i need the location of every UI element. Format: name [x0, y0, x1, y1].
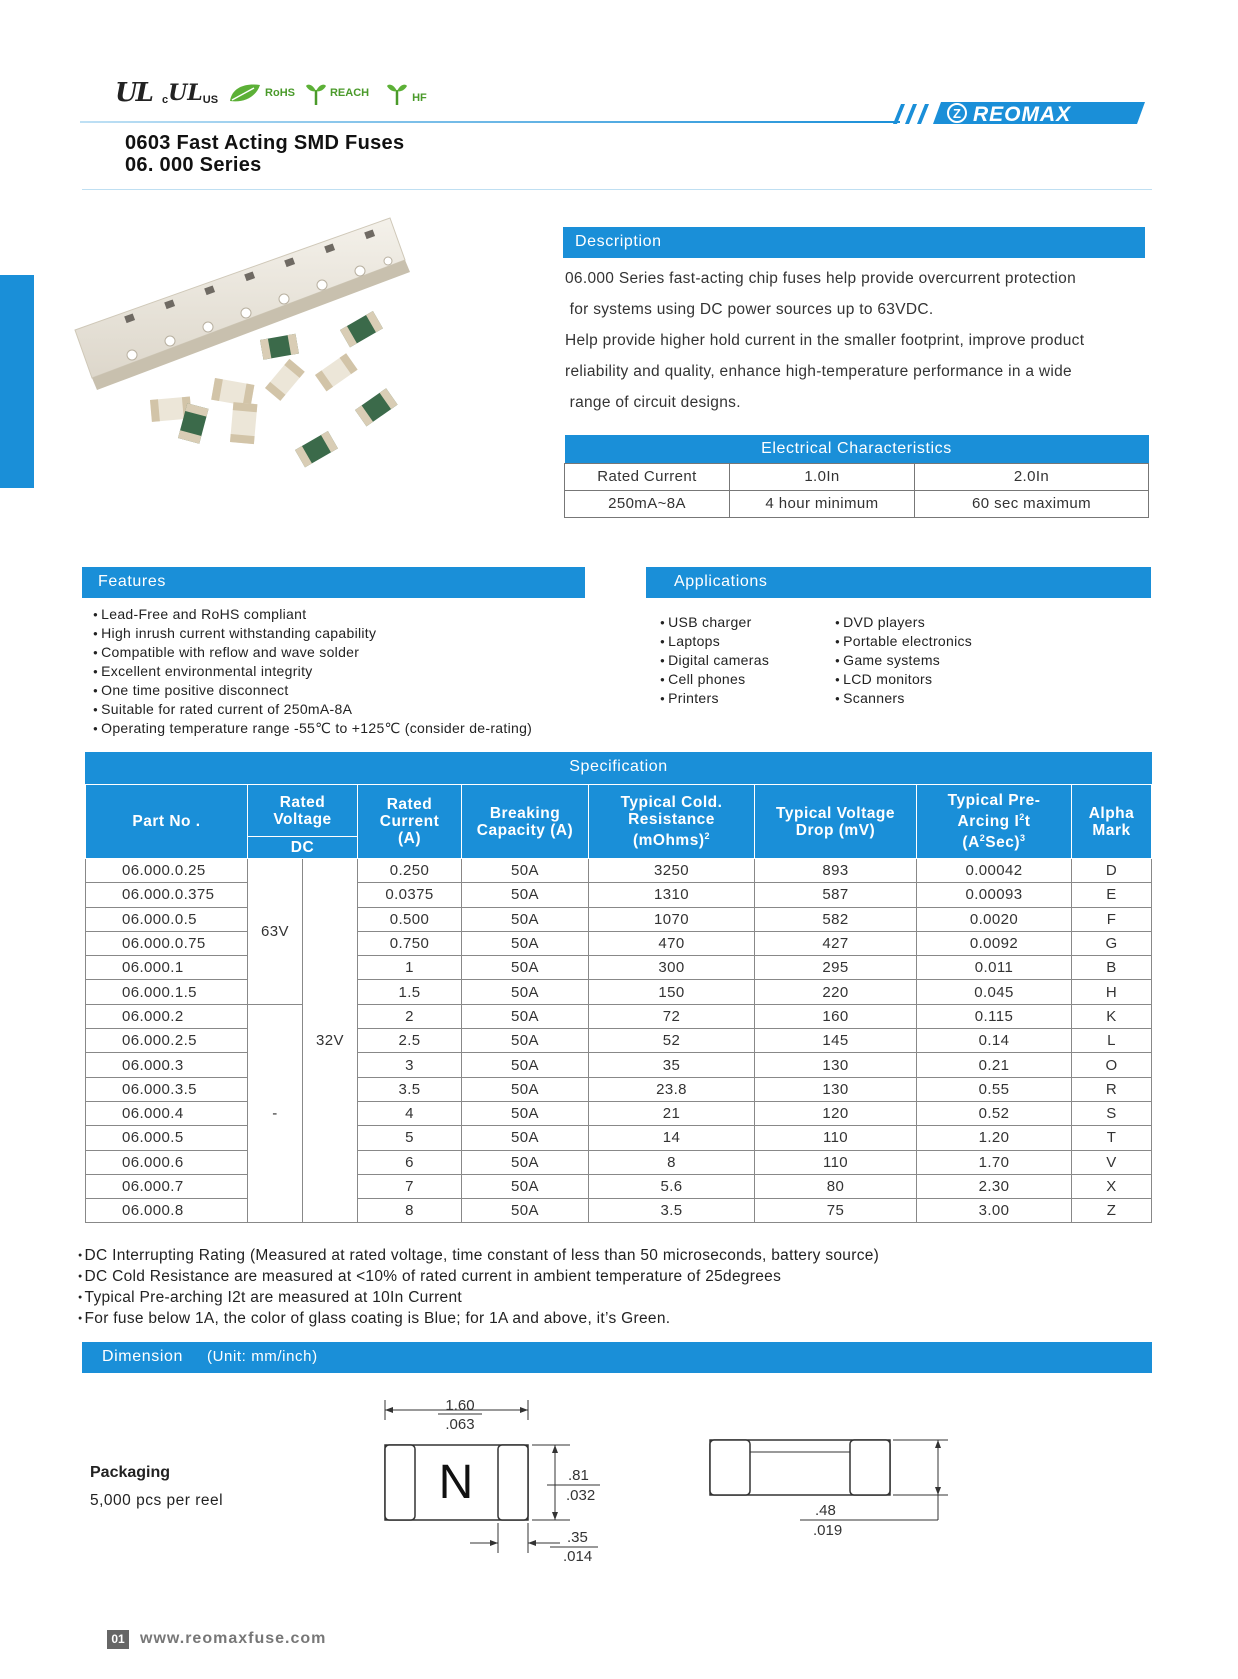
- notes-list: [78, 1245, 879, 1329]
- table-row: [86, 1199, 1152, 1223]
- spec-cell: 50A: [462, 1199, 589, 1223]
- spec-cell: 295: [755, 956, 917, 980]
- spec-cell: 50A: [462, 1029, 589, 1053]
- spec-cell: 50A: [462, 1077, 589, 1101]
- reach-logo: REACH: [305, 80, 369, 106]
- features-list: [93, 605, 532, 738]
- spec-cell: 1.70: [917, 1150, 1072, 1174]
- list-item: ● Excellent environmental integrity: [93, 662, 532, 681]
- spec-cell: 1070: [589, 907, 755, 931]
- spec-cell: 1.20: [917, 1126, 1072, 1150]
- rohs-logo: RoHS: [228, 81, 295, 105]
- col-pre-arcing: Typical Pre- Arcing $I^2t$ $(A^2Sec)^3$: [917, 785, 1072, 859]
- part-number-cell: 06.000.0.75: [86, 931, 248, 955]
- sprout-icon: [385, 80, 409, 106]
- spec-cell: 21: [589, 1101, 755, 1125]
- table-row: [86, 1053, 1152, 1077]
- packaging-value: 5,000 pcs per reel: [90, 1492, 224, 1509]
- table-row: [86, 907, 1152, 931]
- spec-cell: 0.750: [358, 931, 462, 955]
- part-number-cell: 06.000.0.25: [86, 859, 248, 883]
- list-item: ● High inrush current withstanding capability: [93, 624, 532, 643]
- spec-cell: 427: [755, 931, 917, 955]
- spec-cell: 75: [755, 1199, 917, 1223]
- spec-cell: 8: [589, 1150, 755, 1174]
- spec-cell: 0.250: [358, 859, 462, 883]
- spec-cell: 0.00093: [917, 883, 1072, 907]
- col-breaking-capacity: Breaking Capacity (A): [462, 785, 589, 859]
- list-item: ● Operating temperature range -55℃ to +125℃ (consider de-rating): [93, 719, 532, 738]
- part-number-cell: 06.000.2.5: [86, 1029, 248, 1053]
- spec-cell: 35: [589, 1053, 755, 1077]
- spec-cell: 2.5: [358, 1029, 462, 1053]
- table-row: [86, 1077, 1152, 1101]
- spec-cell: 587: [755, 883, 917, 907]
- spec-cell: 120: [755, 1101, 917, 1125]
- page-number: 01: [107, 1630, 129, 1649]
- col-rated-voltage: Rated Voltage: [248, 785, 358, 837]
- spec-cell: 5.6: [589, 1174, 755, 1198]
- spec-cell: 50A: [462, 980, 589, 1004]
- voltage-63-cell: 63V: [248, 859, 303, 1005]
- applications-list-1: [660, 613, 769, 708]
- spec-cell: F: [1072, 907, 1152, 931]
- spec-cell: 2.30: [917, 1174, 1072, 1198]
- spec-cell: T: [1072, 1126, 1152, 1150]
- spec-cell: 893: [755, 859, 917, 883]
- spec-cell: 0.011: [917, 956, 1072, 980]
- spec-cell: 50A: [462, 1174, 589, 1198]
- spec-cell: 0.045: [917, 980, 1072, 1004]
- spec-cell: B: [1072, 956, 1152, 980]
- list-item: ● Typical Pre-arching I2t are measured at 10In Current: [78, 1287, 879, 1308]
- spec-cell: 6: [358, 1150, 462, 1174]
- brand-name: REOMAX: [973, 103, 1072, 126]
- length-mm: 1.60: [445, 1397, 475, 1414]
- table-row: [86, 1004, 1152, 1028]
- side-view-drawing: [705, 1430, 960, 1550]
- specification-section: [85, 752, 1152, 1223]
- spec-cell: 0.500: [358, 907, 462, 931]
- part-number-cell: 06.000.1: [86, 956, 248, 980]
- spec-cell: 470: [589, 931, 755, 955]
- spec-cell: 300: [589, 956, 755, 980]
- table-row: [86, 1150, 1152, 1174]
- spec-cell: 50A: [462, 931, 589, 955]
- voltage-dash-cell: -: [248, 1004, 303, 1223]
- spec-cell: 0.115: [917, 1004, 1072, 1028]
- col-cold-resistance: Typical Cold. Resistance (mOhms)$^2$: [589, 785, 755, 859]
- spec-cell: V: [1072, 1150, 1152, 1174]
- height-in: .019: [813, 1522, 843, 1539]
- packaging-title: Packaging: [90, 1464, 171, 1481]
- spec-cell: D: [1072, 859, 1152, 883]
- spec-cell: 14: [589, 1126, 755, 1150]
- spec-cell: 23.8: [589, 1077, 755, 1101]
- list-item: ● Digital cameras: [660, 651, 769, 670]
- list-item: ● Compatible with reflow and wave solder: [93, 643, 532, 662]
- spec-cell: 0.55: [917, 1077, 1072, 1101]
- spec-cell: 80: [755, 1174, 917, 1198]
- svg-text:Z: Z: [953, 106, 961, 121]
- table-row: [86, 1029, 1152, 1053]
- part-number-cell: 06.000.2: [86, 1004, 248, 1028]
- electrical-heading: Electrical Characteristics: [565, 435, 1149, 463]
- product-photo: [70, 210, 520, 500]
- spec-cell: R: [1072, 1077, 1152, 1101]
- list-item: ● DC Cold Resistance are measured at <10% of rated current in ambient temperature of 25degrees: [78, 1266, 879, 1287]
- list-item: ● Scanners: [835, 689, 972, 708]
- specification-heading: Specification: [85, 752, 1152, 784]
- spec-cell: 3.5: [358, 1077, 462, 1101]
- height-mm: .48: [815, 1502, 836, 1519]
- col-voltage-drop: Typical Voltage Drop (mV): [755, 785, 917, 859]
- list-item: ● One time positive disconnect: [93, 681, 532, 700]
- dimension-heading: Dimension (Unit: mm/inch): [82, 1342, 1152, 1373]
- certification-logos: [115, 73, 427, 113]
- voltage-32-cell: 32V: [303, 859, 358, 1223]
- ul-logo: UL: [115, 78, 152, 108]
- top-view-drawing: [370, 1395, 620, 1570]
- part-number-cell: 06.000.5: [86, 1126, 248, 1150]
- spec-cell: 150: [589, 980, 755, 1004]
- spec-cell: 50A: [462, 1126, 589, 1150]
- description-text: 06.000 Series fast-acting chip fuses help provide overcurrent protection for systems using DC power sources up to 63VDC. Help provide higher hold current in the smaller footprint, improve product reliability and quality, enhance high-temperature performance in a wide range of circuit designs.: [565, 270, 1085, 411]
- side-tab: [0, 275, 34, 488]
- spec-cell: 50A: [462, 859, 589, 883]
- spec-cell: 50A: [462, 1150, 589, 1174]
- width-in: .032: [566, 1487, 596, 1504]
- list-item: ● Cell phones: [660, 670, 769, 689]
- table-row: [86, 1101, 1152, 1125]
- specification-body: [86, 859, 1152, 1223]
- table-row: [86, 1174, 1152, 1198]
- part-number-cell: 06.000.4: [86, 1101, 248, 1125]
- part-number-cell: 06.000.7: [86, 1174, 248, 1198]
- spec-cell: 72: [589, 1004, 755, 1028]
- specification-table: [85, 784, 1152, 1223]
- list-item: ● Printers: [660, 689, 769, 708]
- spec-cell: 52: [589, 1029, 755, 1053]
- website-link[interactable]: www.reomaxfuse.com: [140, 1630, 327, 1647]
- spec-cell: 50A: [462, 1053, 589, 1077]
- part-number-cell: 06.000.0.375: [86, 883, 248, 907]
- spec-cell: 3.00: [917, 1199, 1072, 1223]
- list-item: ● Lead-Free and RoHS compliant: [93, 605, 532, 624]
- list-item: ● LCD monitors: [835, 670, 972, 689]
- spec-cell: L: [1072, 1029, 1152, 1053]
- terminal-in: .014: [563, 1548, 593, 1565]
- list-item: ● Laptops: [660, 632, 769, 651]
- length-in: .063: [445, 1416, 475, 1433]
- spec-cell: 1310: [589, 883, 755, 907]
- table-row: [86, 1126, 1152, 1150]
- spec-cell: 0.52: [917, 1101, 1072, 1125]
- spec-cell: 5: [358, 1126, 462, 1150]
- part-number-cell: 06.000.3.5: [86, 1077, 248, 1101]
- spec-cell: 2: [358, 1004, 462, 1028]
- list-item: ● For fuse below 1A, the color of glass coating is Blue; for 1A and above, it’s Green.: [78, 1308, 879, 1329]
- spec-cell: 582: [755, 907, 917, 931]
- spec-cell: H: [1072, 980, 1152, 1004]
- leaf-icon: [228, 81, 262, 105]
- cul-logo: c UL US: [161, 80, 219, 106]
- electrical-characteristics-table: [564, 435, 1149, 518]
- hf-logo: HF: [385, 80, 427, 106]
- table-row: [86, 980, 1152, 1004]
- part-number-cell: 06.000.0.5: [86, 907, 248, 931]
- part-number-cell: 06.000.3: [86, 1053, 248, 1077]
- spec-cell: S: [1072, 1101, 1152, 1125]
- dimension-unit: (Unit: mm/inch): [207, 1348, 318, 1365]
- spec-cell: 50A: [462, 907, 589, 931]
- title-divider: [82, 189, 1152, 190]
- col-part-no: Part No .: [86, 785, 248, 859]
- applications-heading: Applications: [646, 567, 1151, 598]
- spec-cell: O: [1072, 1053, 1152, 1077]
- terminal-mm: .35: [567, 1529, 588, 1546]
- spec-cell: 160: [755, 1004, 917, 1028]
- spec-cell: K: [1072, 1004, 1152, 1028]
- col-dc: DC: [248, 837, 358, 859]
- spec-cell: G: [1072, 931, 1152, 955]
- table-row: [86, 883, 1152, 907]
- description-heading: Description: [563, 227, 1145, 258]
- spec-cell: 50A: [462, 883, 589, 907]
- spec-cell: E: [1072, 883, 1152, 907]
- spec-cell: 130: [755, 1077, 917, 1101]
- spec-cell: 4: [358, 1101, 462, 1125]
- list-item: ● Game systems: [835, 651, 972, 670]
- part-number-cell: 06.000.1.5: [86, 980, 248, 1004]
- table-row: [86, 859, 1152, 883]
- list-item: ● DC Interrupting Rating (Measured at rated voltage, time constant of less than 50 microseconds, battery source): [78, 1245, 879, 1266]
- spec-cell: 1.5: [358, 980, 462, 1004]
- spec-cell: 3: [358, 1053, 462, 1077]
- col-alpha-mark: Alpha Mark: [1072, 785, 1152, 859]
- spec-cell: 50A: [462, 1101, 589, 1125]
- spec-cell: X: [1072, 1174, 1152, 1198]
- list-item: ● Suitable for rated current of 250mA-8A: [93, 700, 532, 719]
- marking-letter: N: [438, 1456, 474, 1509]
- table-row: 250mA~8A 4 hour minimum 60 sec maximum: [565, 490, 1149, 517]
- spec-cell: 0.0092: [917, 931, 1072, 955]
- brand-line: [80, 121, 900, 123]
- spec-cell: 110: [755, 1126, 917, 1150]
- table-row: Rated Current 1.0In 2.0In: [565, 463, 1149, 490]
- spec-cell: 110: [755, 1150, 917, 1174]
- list-item: ● DVD players: [835, 613, 972, 632]
- spec-cell: 1: [358, 956, 462, 980]
- spec-cell: 0.21: [917, 1053, 1072, 1077]
- table-row: [86, 956, 1152, 980]
- page-title: 0603 Fast Acting SMD Fuses 06. 000 Series: [125, 132, 405, 176]
- sprout-icon: [305, 80, 327, 106]
- part-number-cell: 06.000.6: [86, 1150, 248, 1174]
- spec-cell: 0.0375: [358, 883, 462, 907]
- part-number-cell: 06.000.8: [86, 1199, 248, 1223]
- col-rated-current: Rated Current (A): [358, 785, 462, 859]
- spec-cell: 0.00042: [917, 859, 1072, 883]
- spec-cell: 3.5: [589, 1199, 755, 1223]
- list-item: ● Portable electronics: [835, 632, 972, 651]
- list-item: ● USB charger: [660, 613, 769, 632]
- spec-cell: 145: [755, 1029, 917, 1053]
- applications-list-2: [835, 613, 972, 708]
- spec-cell: 130: [755, 1053, 917, 1077]
- table-row: [86, 931, 1152, 955]
- reomax-logo: [885, 98, 1145, 128]
- spec-cell: 50A: [462, 956, 589, 980]
- spec-cell: 0.14: [917, 1029, 1072, 1053]
- spec-cell: 0.0020: [917, 907, 1072, 931]
- spec-cell: 8: [358, 1199, 462, 1223]
- width-mm: .81: [568, 1467, 589, 1484]
- spec-cell: 3250: [589, 859, 755, 883]
- spec-cell: Z: [1072, 1199, 1152, 1223]
- spec-cell: 7: [358, 1174, 462, 1198]
- features-heading: Features: [82, 567, 585, 598]
- spec-cell: 50A: [462, 1004, 589, 1028]
- spec-cell: 220: [755, 980, 917, 1004]
